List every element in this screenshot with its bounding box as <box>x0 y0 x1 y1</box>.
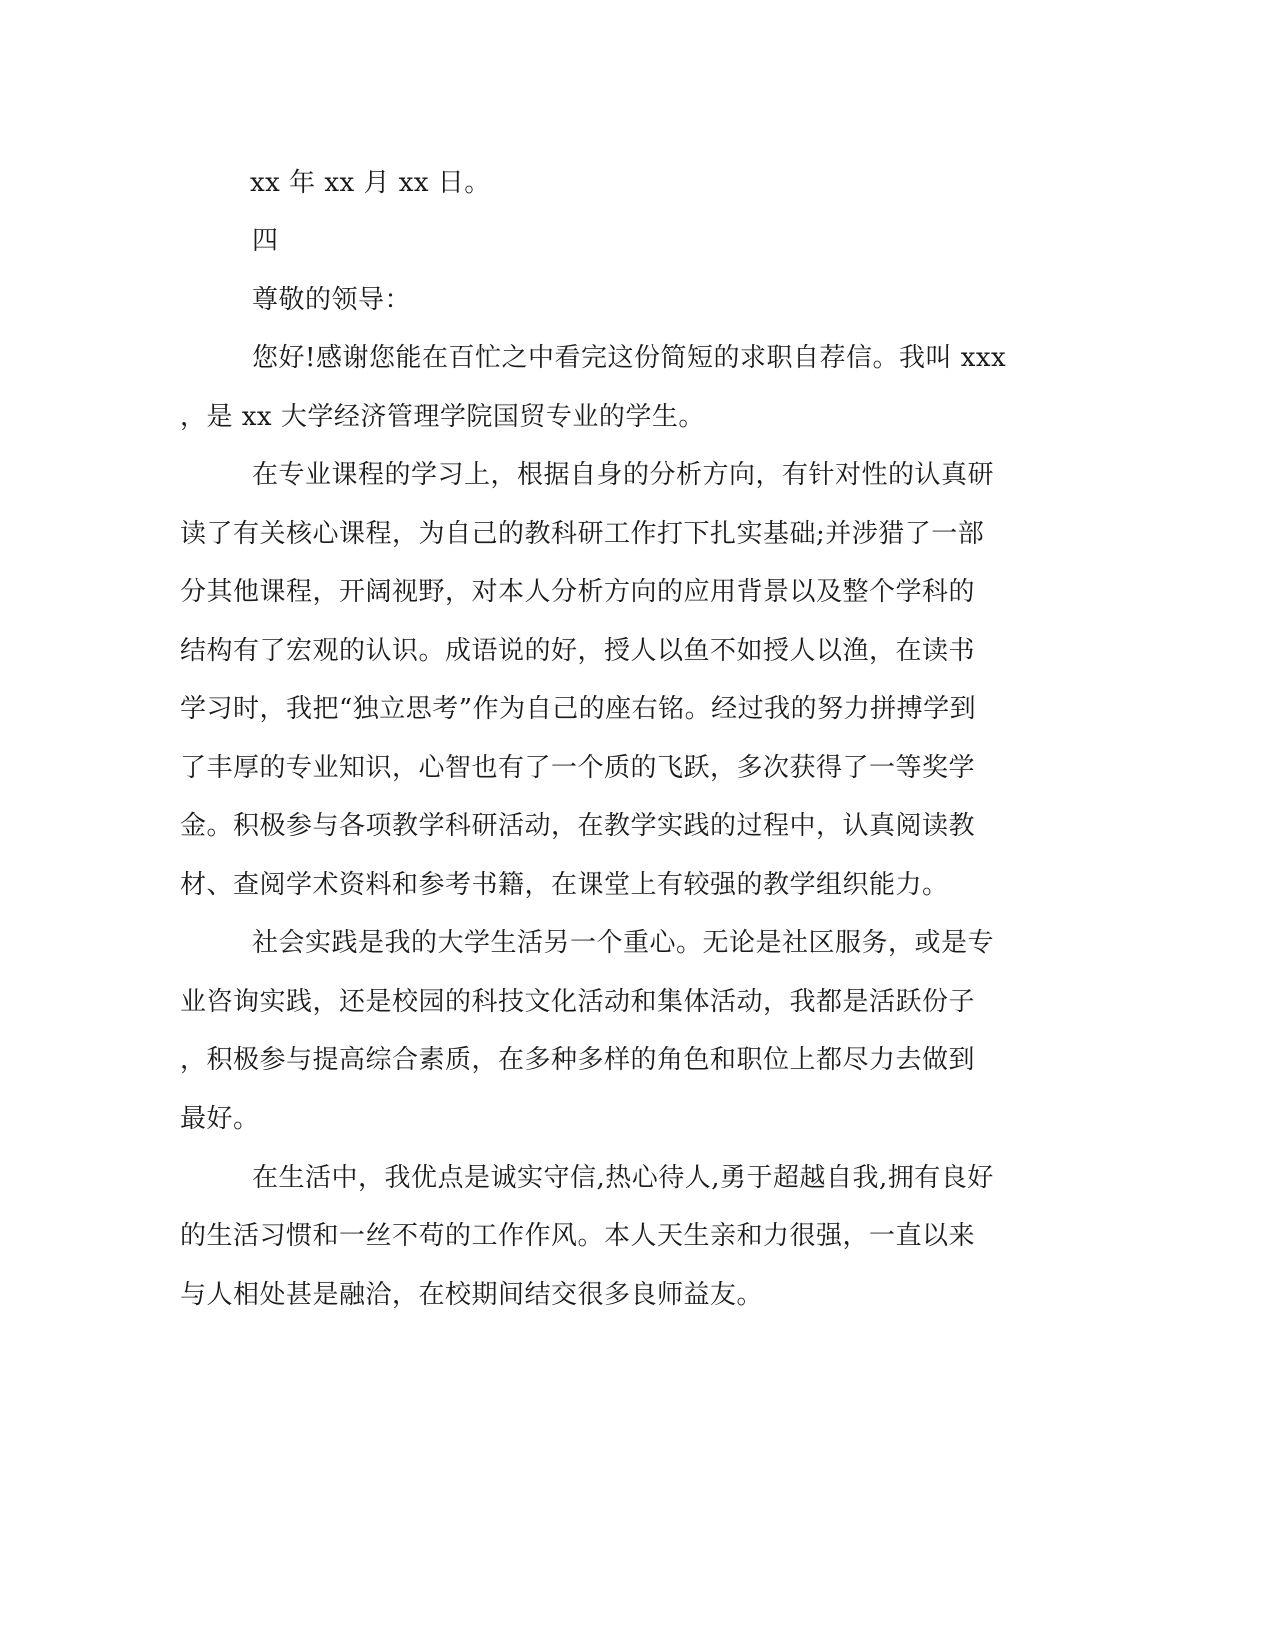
paragraph-line: ，积极参与提高综合素质，在多种多样的角色和职位上都尽力去做到 <box>180 1045 976 1075</box>
date-line: xx 年 xx 月 xx 日。 <box>250 168 491 198</box>
section-number: 四 <box>252 226 279 256</box>
paragraph-line: 的生活习惯和一丝不苟的工作作风。本人天生亲和力很强，一直以来 <box>180 1221 976 1251</box>
paragraph-line: ，是 xx 大学经济管理学院国贸专业的学生。 <box>180 402 705 432</box>
paragraph-line: 与人相处甚是融洽，在校期间结交很多良师益友。 <box>180 1280 764 1310</box>
paragraph-line: 结构有了宏观的认识。成语说的好，授人以鱼不如授人以渔，在读书 <box>180 636 976 666</box>
paragraph-line: 最好。 <box>180 1104 260 1134</box>
paragraph-line: 了丰厚的专业知识，心智也有了一个质的飞跃，多次获得了一等奖学 <box>180 753 976 783</box>
paragraph-line: 业咨询实践，还是校园的科技文化活动和集体活动，我都是活跃份子 <box>180 987 976 1017</box>
paragraph-line: 您好!感谢您能在百忙之中看完这份简短的求职自荐信。我叫 xxx <box>252 343 1007 373</box>
paragraph-line: 学习时，我把“独立思考”作为自己的座右铭。经过我的努力拼搏学到 <box>180 694 977 724</box>
paragraph-line: 金。积极参与各项教学科研活动，在教学实践的过程中，认真阅读教 <box>180 811 976 841</box>
paragraph-line: 读了有关核心课程，为自己的教科研工作打下扎实基础;并涉猎了一部 <box>180 519 985 549</box>
paragraph-line: 在专业课程的学习上，根据自身的分析方向，有针对性的认真研 <box>252 460 995 490</box>
paragraph-line: 材、查阅学术资料和参考书籍，在课堂上有较强的教学组织能力。 <box>180 870 949 900</box>
salutation: 尊敬的领导： <box>252 285 412 315</box>
paragraph-line: 分其他课程，开阔视野，对本人分析方向的应用背景以及整个学科的 <box>180 577 976 607</box>
paragraph-line: 社会实践是我的大学生活另一个重心。无论是社区服务，或是专 <box>252 928 995 958</box>
paragraph-line: 在生活中，我优点是诚实守信,热心待人,勇于超越自我,拥有良好 <box>252 1163 994 1193</box>
